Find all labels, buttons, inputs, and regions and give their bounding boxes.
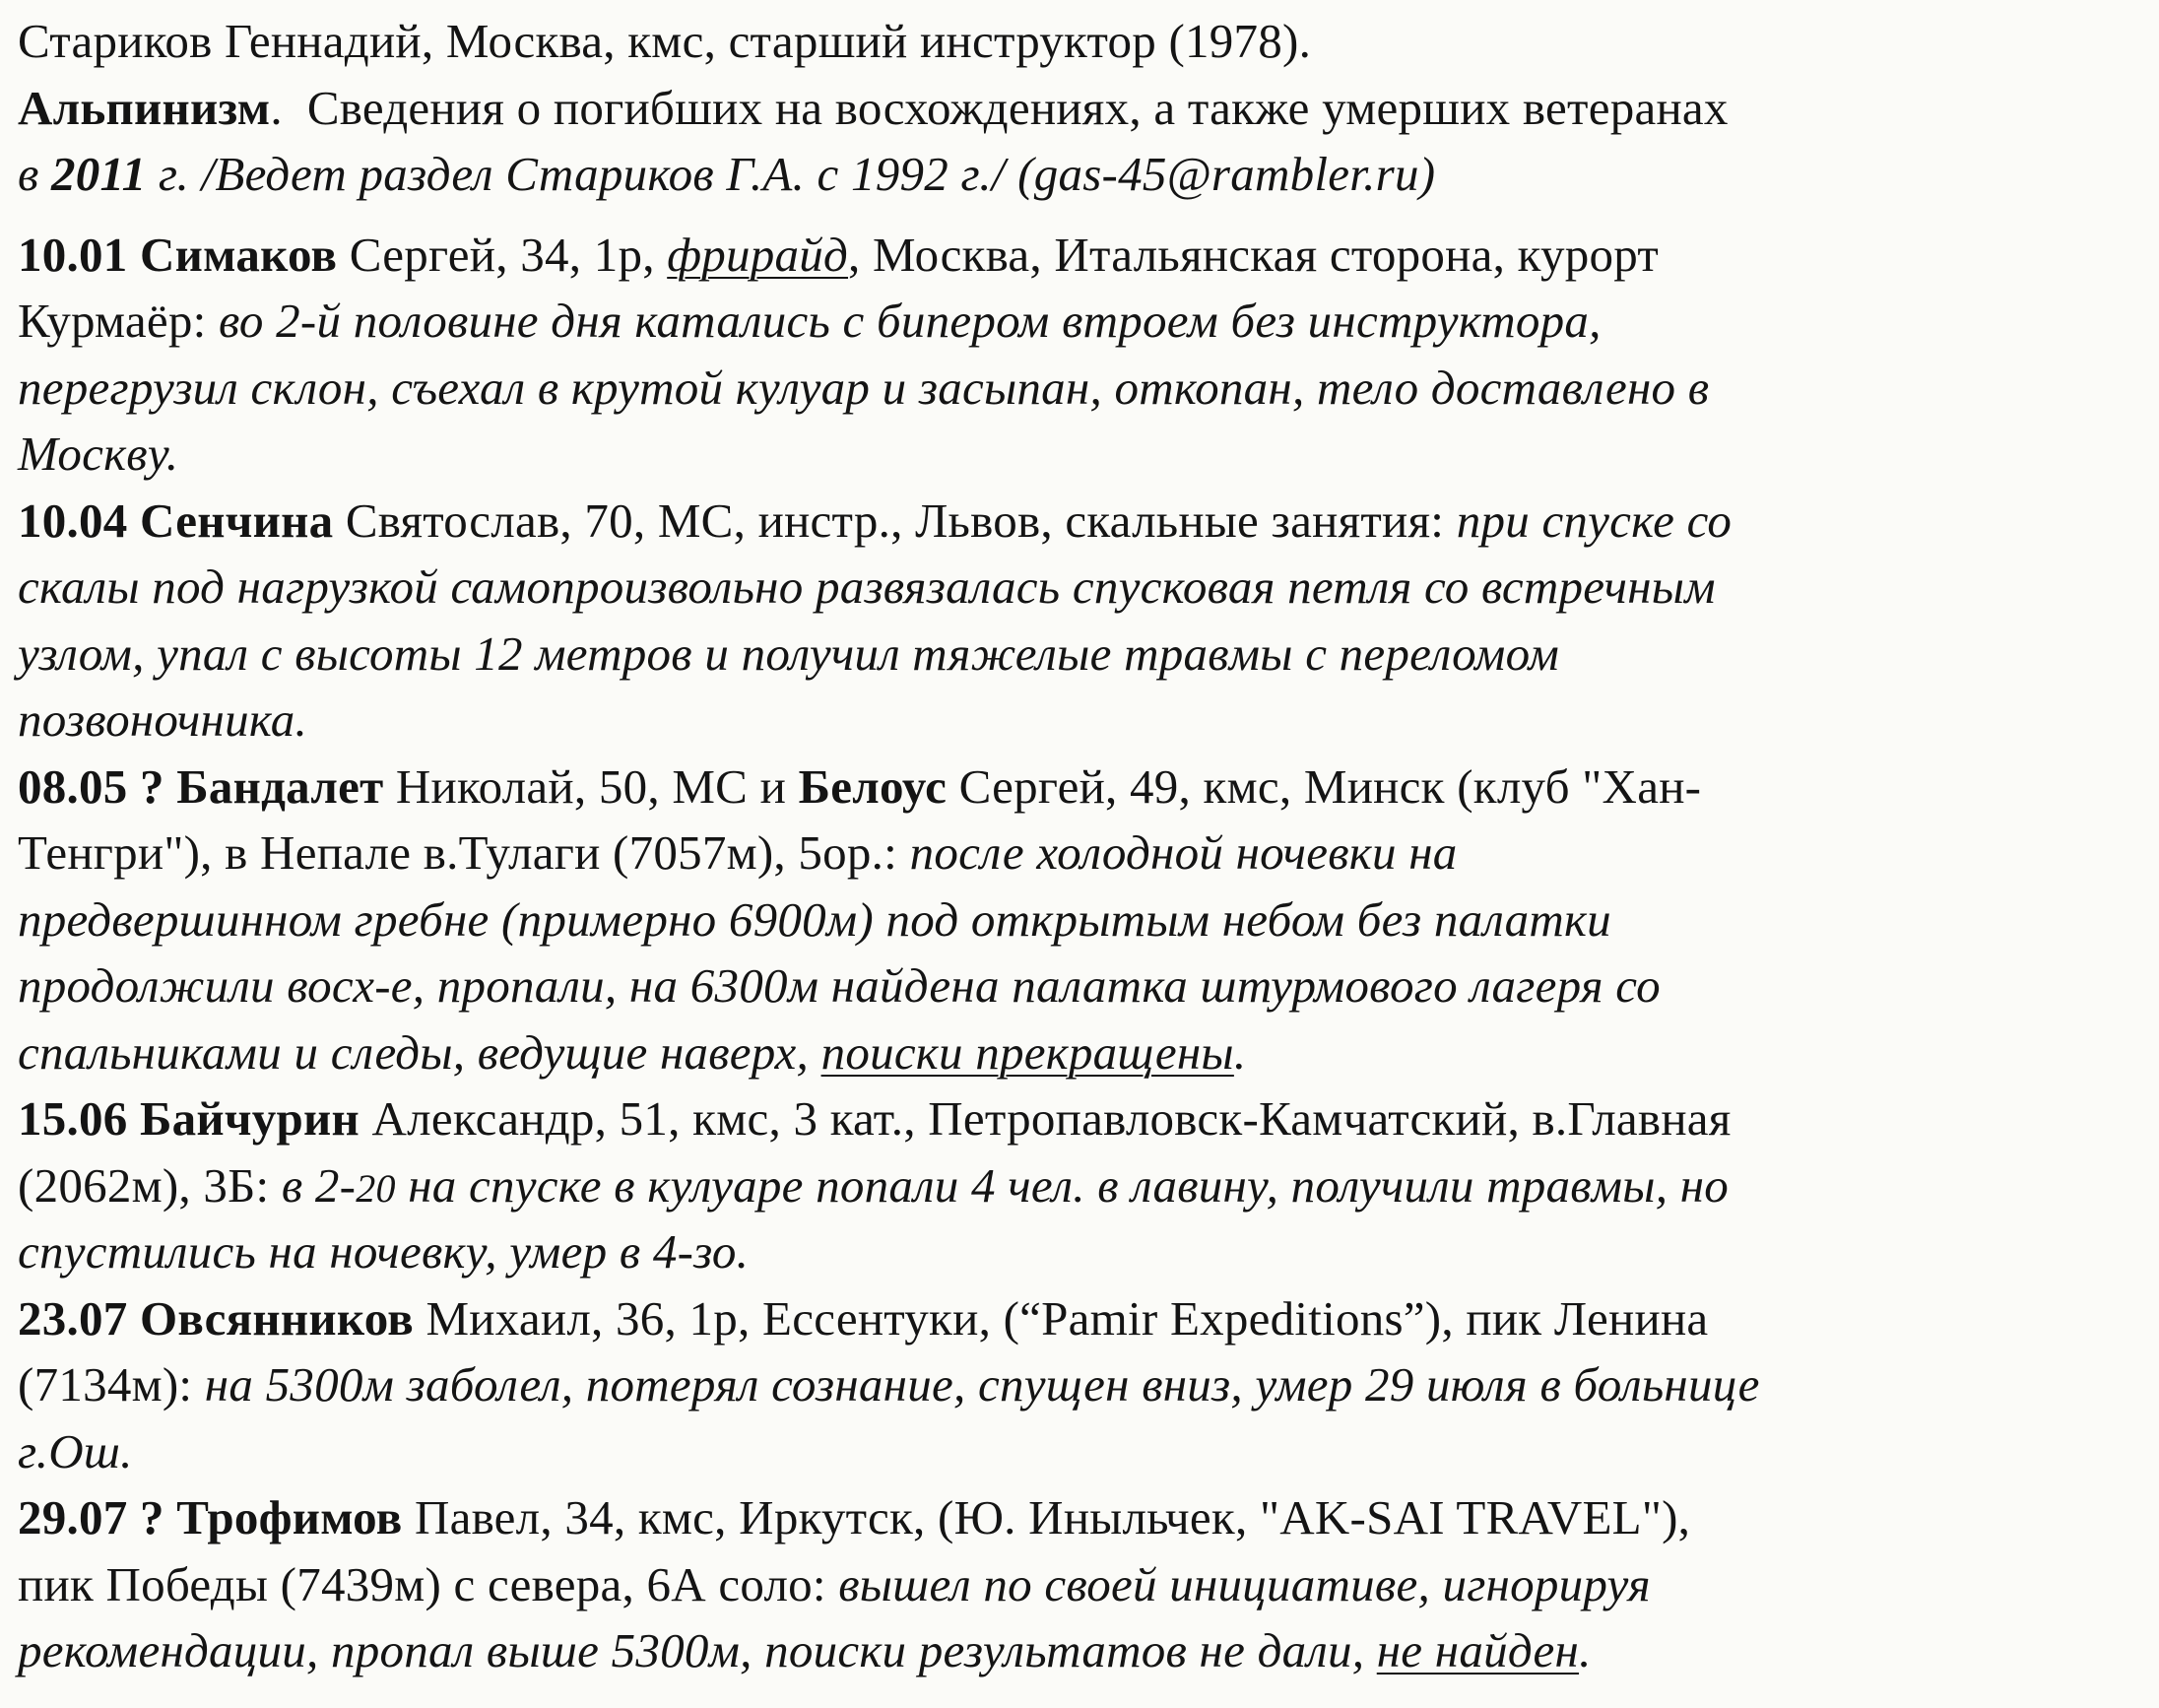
title-bold: Альпинизм: [18, 80, 271, 135]
author-line: [18, 8, 2135, 75]
entry-date: 15.06: [18, 1091, 128, 1146]
entry-ovsyannikov: [18, 1285, 2135, 1485]
entry-line: 29.07 ? Трофимов Павел, 34, кмс, Иркутск, (Ю. Иныльчек, "AK-SAI TRAVEL"),: [18, 1490, 1691, 1544]
entry-line: 15.06 Байчурин Александр, 51, кмс, 3 кат., Петропавловск-Камчатский, в.Главная: [18, 1091, 1732, 1146]
subtitle-line: [18, 141, 2135, 208]
entry-line: 23.07 Овсянников Михаил, 36, 1р, Ессентуки, (“Pamir Expeditions”), пик Ленина: [18, 1290, 1709, 1346]
author-text: Стариков Геннадий, Москва, кмс, старший инструктор (1978).: [18, 14, 1312, 68]
entry-surname: Бандалет: [176, 758, 384, 814]
entry-line: Тенгри"), в Непале в.Тулаги (7057м), 5ор.: после холодной ночевки на: [18, 825, 1458, 880]
entry-date: 23.07: [18, 1290, 128, 1346]
entry-surname: Белоус: [798, 758, 948, 814]
entry-surname: Трофимов: [176, 1490, 403, 1544]
entry-date: 10.04: [18, 493, 128, 548]
entry-date: 10.01: [18, 227, 128, 282]
entry-line: позвоночника.: [18, 692, 308, 747]
subtitle-prefix: в: [18, 147, 52, 201]
underlined-term: не найден: [1376, 1623, 1580, 1677]
entry-line: спальниками и следы, ведущие наверх, поиски прекращены.: [18, 1024, 1247, 1080]
underlined-term: фрирайд: [667, 227, 849, 282]
entry-baichurin: [18, 1085, 2135, 1285]
entry-line: спустились на ночевку, умер в 4-зо.: [18, 1224, 750, 1279]
title-rest: . Сведения о погибших на восхождениях, а также умерших ветеранах: [270, 80, 1729, 135]
entry-surname: Овсянников: [140, 1290, 414, 1346]
entry-line: 10.01 Симаков Сергей, 34, 1р, фрирайд, Москва, Итальянская сторона, курорт: [18, 227, 1659, 282]
entry-surname: Байчурин: [140, 1091, 360, 1146]
entry-line: 08.05 ? Бандалет Николай, 50, МС и Белоус Сергей, 49, кмс, Минск (клуб "Хан-: [18, 758, 1702, 814]
entry-line: 10.04 Сенчина Святослав, 70, МС, инстр., Львов, скальные занятия: при спуске со: [18, 493, 1733, 548]
subtitle-rest: г. /Ведет раздел Стариков Г.А. с 1992 г./ (gas-45@rambler.ru): [146, 147, 1436, 201]
entry-line: предвершинном гребне (примерно 6900м) под открытым небом без палатки: [18, 891, 1611, 947]
entry-line: узлом, упал с высоты 12 метров и получил тяжелые травмы с переломом: [18, 625, 1559, 681]
entry-line: перегрузил склон, съехал в крутой кулуар и засыпан, откопан, тело доставлено в: [18, 360, 1710, 415]
entry-line: (7134м): на 5300м заболел, потерял сознание, спущен вниз, умер 29 июля в больнице: [18, 1357, 1760, 1412]
entry-date: 29.07 ?: [18, 1490, 164, 1544]
entry-senchina: [18, 488, 2135, 754]
entry-line: (2062м), 3Б: в 2-20 на спуске в кулуаре попали 4 чел. в лавину, получили травмы, но: [18, 1157, 1730, 1213]
entry-line: Курмаёр: во 2-й половине дня катались с бипером втроем без инструктора,: [18, 294, 1602, 348]
title-line: [18, 75, 2135, 142]
entry-line: продолжили восх-е, пропали, на 6300м найдена палатка штурмового лагеря со: [18, 958, 1661, 1013]
entry-line: пик Победы (7439м) с севера, 6А соло: вышел по своей инициативе, игнорируя: [18, 1556, 1651, 1611]
subtitle-year: 2011: [51, 147, 147, 201]
underlined-term: поиски прекращены: [820, 1024, 1234, 1080]
entry-line: рекомендации, пропал выше 5300м, поиски результатов не дали, не найден.: [18, 1623, 1592, 1677]
entry-line: г.Ош.: [18, 1423, 133, 1478]
entry-trofimov: [18, 1484, 2135, 1684]
entry-date: 08.05 ?: [18, 758, 164, 814]
entry-surname: Сенчина: [140, 493, 334, 548]
entry-simakov: [18, 222, 2135, 488]
entry-line: Москву.: [18, 427, 179, 481]
entry-line: скалы под нагрузкой самопроизвольно развязалась спусковая петля со встречным: [18, 559, 1716, 614]
spacer: [18, 208, 2135, 222]
entry-surname: Симаков: [140, 227, 338, 282]
entry-bandalet: [18, 754, 2135, 1086]
